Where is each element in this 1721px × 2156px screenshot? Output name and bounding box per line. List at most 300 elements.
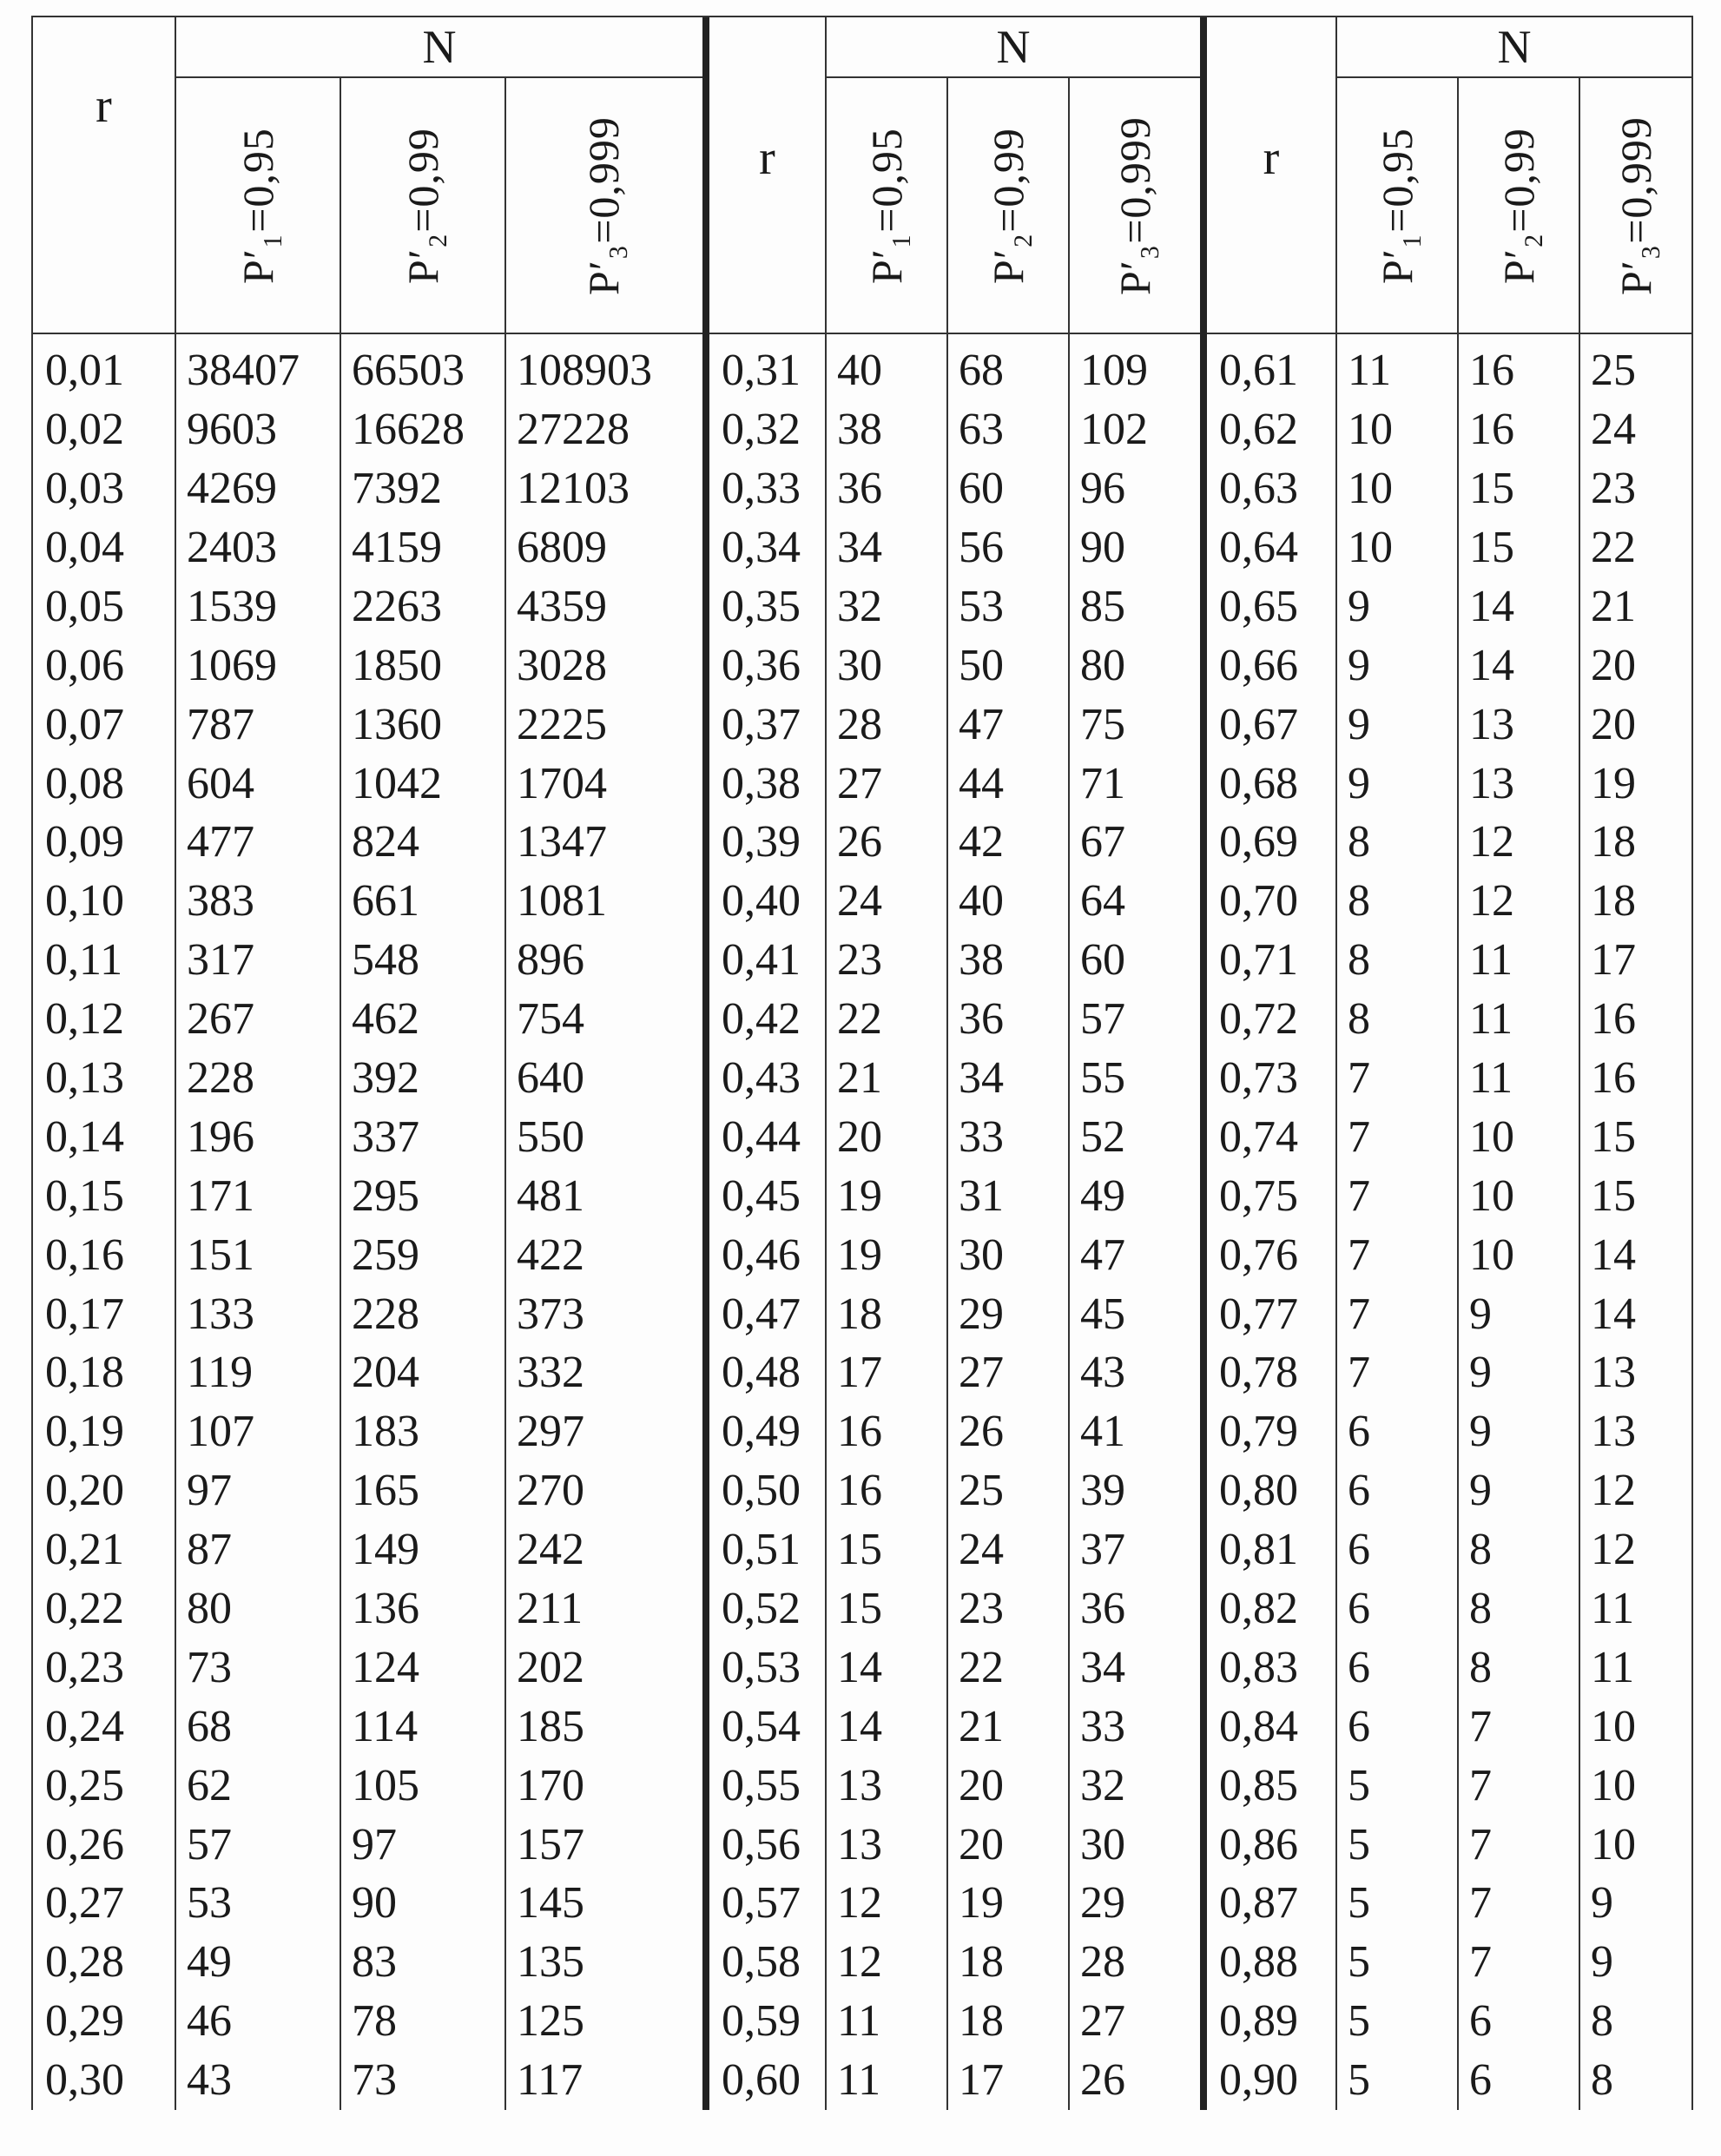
n-value-cell: 32 <box>837 581 882 631</box>
r-value-cell: 0,69 <box>1219 817 1298 867</box>
n-value-cell: 2263 <box>352 581 442 631</box>
n-value-cell: 11 <box>1591 1642 1635 1692</box>
n-value-cell: 16 <box>837 1466 882 1516</box>
p3-column <box>506 334 701 2110</box>
n-value-cell: 60 <box>959 464 1004 514</box>
n-value-cell: 9 <box>1591 1878 1613 1929</box>
n-value-cell: 49 <box>1080 1170 1125 1221</box>
p3-header: P′₃=0,999 <box>1111 115 1159 295</box>
r-value-cell: 0,83 <box>1219 1642 1298 1692</box>
n-value-cell: 32 <box>1080 1760 1125 1810</box>
n-value-cell: 68 <box>959 346 1004 396</box>
r-value-cell: 0,42 <box>722 994 801 1045</box>
r-value-cell: 0,45 <box>722 1170 801 1221</box>
r-column <box>1207 334 1337 2110</box>
n-value-cell: 49 <box>187 1937 232 1988</box>
p3-column <box>1580 334 1691 2110</box>
p2-column <box>948 334 1070 2110</box>
n-value-cell: 26 <box>837 817 882 867</box>
n-header: N <box>1337 17 1691 78</box>
p1-header-cell <box>827 78 948 333</box>
p1-header-cell <box>1337 78 1459 333</box>
n-value-cell: 17 <box>837 1348 882 1398</box>
n-value-cell: 22 <box>1591 522 1636 572</box>
n-value-cell: 19 <box>959 1878 1004 1929</box>
n-header: N <box>827 17 1200 78</box>
n-value-cell: 6 <box>1348 1525 1370 1575</box>
n-value-cell: 183 <box>352 1407 419 1457</box>
n-value-cell: 11 <box>837 2055 881 2106</box>
r-value-cell: 0,12 <box>45 994 124 1045</box>
n-value-cell: 12 <box>837 1937 882 1988</box>
n-value-cell: 7 <box>1469 1760 1492 1810</box>
block-header <box>33 17 702 334</box>
n-value-cell: 20 <box>1591 699 1636 749</box>
block-header <box>709 17 1200 334</box>
r-value-cell: 0,18 <box>45 1348 124 1398</box>
n-value-cell: 550 <box>517 1111 584 1162</box>
n-value-cell: 317 <box>187 935 254 986</box>
p1-header: P′₁=0,95 <box>1373 127 1421 284</box>
r-value-cell: 0,20 <box>45 1466 124 1516</box>
n-value-cell: 7 <box>1469 1701 1492 1751</box>
n-value-cell: 10 <box>1348 405 1393 455</box>
r-value-cell: 0,62 <box>1219 405 1298 455</box>
r-value-cell: 0,37 <box>722 699 801 749</box>
n-value-cell: 105 <box>352 1760 419 1810</box>
n-value-cell: 31 <box>959 1170 1004 1221</box>
n-value-cell: 90 <box>1080 522 1125 572</box>
n-value-cell: 19 <box>837 1230 882 1280</box>
n-value-cell: 18 <box>959 1996 1004 2047</box>
n-value-cell: 71 <box>1080 758 1125 808</box>
r-value-cell: 0,21 <box>45 1525 124 1575</box>
r-value-cell: 0,44 <box>722 1111 801 1162</box>
n-value-cell: 787 <box>187 699 254 749</box>
n-value-cell: 63 <box>959 405 1004 455</box>
n-value-cell: 6 <box>1348 1466 1370 1516</box>
r-value-cell: 0,10 <box>45 876 124 926</box>
r-value-cell: 0,03 <box>45 464 124 514</box>
n-value-cell: 15 <box>1469 464 1514 514</box>
r-value-cell: 0,46 <box>722 1230 801 1280</box>
n-value-cell: 64 <box>1080 876 1125 926</box>
n-value-cell: 43 <box>1080 1348 1125 1398</box>
n-value-cell: 8 <box>1591 2055 1613 2106</box>
r-value-cell: 0,05 <box>45 581 124 631</box>
n-value-cell: 23 <box>1591 464 1636 514</box>
n-value-cell: 97 <box>187 1466 232 1516</box>
r-column <box>709 334 827 2110</box>
r-value-cell: 0,84 <box>1219 1701 1298 1751</box>
n-value-cell: 27 <box>837 758 882 808</box>
n-value-cell: 75 <box>1080 699 1125 749</box>
n-value-cell: 14 <box>837 1701 882 1751</box>
n-value-cell: 1850 <box>352 640 442 690</box>
n-value-cell: 73 <box>352 2055 397 2106</box>
n-value-cell: 34 <box>959 1052 1004 1103</box>
p1-header-cell <box>176 78 341 333</box>
r-value-cell: 0,90 <box>1219 2055 1298 2106</box>
n-value-cell: 5 <box>1348 1760 1370 1810</box>
r-value-cell: 0,80 <box>1219 1466 1298 1516</box>
p2-header: P′₂=0,99 <box>399 127 447 284</box>
r-value-cell: 0,71 <box>1219 935 1298 986</box>
n-value-cell: 44 <box>959 758 1004 808</box>
r-value-cell: 0,41 <box>722 935 801 986</box>
p3-header-cell <box>1070 78 1200 333</box>
n-value-cell: 640 <box>517 1052 584 1103</box>
n-value-cell: 9 <box>1469 1466 1492 1516</box>
n-value-cell: 10 <box>1348 464 1393 514</box>
r-value-cell: 0,50 <box>722 1466 801 1516</box>
p3-column <box>1070 334 1200 2110</box>
n-value-cell: 7 <box>1348 1289 1370 1339</box>
n-value-cell: 10 <box>1348 522 1393 572</box>
n-value-cell: 125 <box>517 1996 584 2047</box>
n-value-cell: 228 <box>352 1289 419 1339</box>
n-value-cell: 5 <box>1348 1937 1370 1988</box>
n-value-cell: 8 <box>1348 935 1370 986</box>
sample-size-table <box>31 16 1693 2110</box>
n-value-cell: 24 <box>959 1525 1004 1575</box>
r-value-cell: 0,25 <box>45 1760 124 1810</box>
n-value-cell: 67 <box>1080 817 1125 867</box>
r-value-cell: 0,79 <box>1219 1407 1298 1457</box>
r-value-cell: 0,76 <box>1219 1230 1298 1280</box>
n-value-cell: 41 <box>1080 1407 1125 1457</box>
n-value-cell: 165 <box>352 1466 419 1516</box>
n-value-cell: 38 <box>959 935 1004 986</box>
r-value-cell: 0,08 <box>45 758 124 808</box>
r-value-cell: 0,17 <box>45 1289 124 1339</box>
n-value-cell: 21 <box>1591 581 1636 631</box>
n-value-cell: 12 <box>1469 817 1514 867</box>
r-value-cell: 0,68 <box>1219 758 1298 808</box>
n-value-cell: 8 <box>1348 817 1370 867</box>
n-value-cell: 151 <box>187 1230 254 1280</box>
r-value-cell: 0,19 <box>45 1407 124 1457</box>
n-value-cell: 33 <box>959 1111 1004 1162</box>
n-value-cell: 7 <box>1348 1052 1370 1103</box>
n-value-cell: 8 <box>1469 1642 1492 1692</box>
n-value-cell: 18 <box>1591 817 1636 867</box>
n-value-cell: 14 <box>1469 640 1514 690</box>
n-value-cell: 107 <box>187 1407 254 1457</box>
r-value-cell: 0,54 <box>722 1701 801 1751</box>
n-value-cell: 9 <box>1348 758 1370 808</box>
r-value-cell: 0,73 <box>1219 1052 1298 1103</box>
n-value-cell: 14 <box>1469 581 1514 631</box>
n-value-cell: 392 <box>352 1052 419 1103</box>
n-value-cell: 15 <box>1469 522 1514 572</box>
r-value-cell: 0,39 <box>722 817 801 867</box>
n-value-cell: 34 <box>1080 1642 1125 1692</box>
r-value-cell: 0,06 <box>45 640 124 690</box>
r-value-cell: 0,02 <box>45 405 124 455</box>
n-value-cell: 29 <box>1080 1878 1125 1929</box>
n-value-cell: 16 <box>1591 994 1636 1045</box>
probability-headers <box>827 78 1200 333</box>
n-value-cell: 87 <box>187 1525 232 1575</box>
n-value-cell: 57 <box>1080 994 1125 1045</box>
n-value-cell: 1069 <box>187 640 277 690</box>
r-value-cell: 0,86 <box>1219 1819 1298 1869</box>
r-value-cell: 0,11 <box>45 935 123 986</box>
n-value-cell: 57 <box>187 1819 232 1869</box>
r-value-cell: 0,29 <box>45 1996 124 2047</box>
n-value-cell: 78 <box>352 1996 397 2047</box>
n-value-cell: 85 <box>1080 581 1125 631</box>
r-value-cell: 0,51 <box>722 1525 801 1575</box>
n-value-cell: 1081 <box>517 876 607 926</box>
n-value-cell: 9 <box>1469 1348 1492 1398</box>
block-body <box>33 334 702 2110</box>
n-value-cell: 2225 <box>517 699 607 749</box>
n-value-cell: 38 <box>837 405 882 455</box>
n-value-cell: 373 <box>517 1289 584 1339</box>
n-value-cell: 754 <box>517 994 584 1045</box>
n-value-cell: 16 <box>837 1407 882 1457</box>
r-value-cell: 0,13 <box>45 1052 124 1103</box>
n-value-cell: 1042 <box>352 758 442 808</box>
n-value-cell: 11 <box>1591 1583 1635 1633</box>
p1-column <box>827 334 948 2110</box>
n-value-cell: 13 <box>1591 1407 1636 1457</box>
n-value-cell: 13 <box>837 1760 882 1810</box>
n-value-cell: 14 <box>1591 1230 1636 1280</box>
n-value-cell: 896 <box>517 935 584 986</box>
n-value-cell: 19 <box>837 1170 882 1221</box>
n-value-cell: 7 <box>1469 1937 1492 1988</box>
n-value-cell: 270 <box>517 1466 584 1516</box>
n-value-cell: 4359 <box>517 581 607 631</box>
r-value-cell: 0,07 <box>45 699 124 749</box>
n-value-cell: 16628 <box>352 405 465 455</box>
r-value-cell: 0,82 <box>1219 1583 1298 1633</box>
n-value-cell: 202 <box>517 1642 584 1692</box>
n-value-cell: 10 <box>1591 1760 1636 1810</box>
n-value-cell: 23 <box>959 1583 1004 1633</box>
r-value-cell: 0,32 <box>722 405 801 455</box>
n-value-cell: 7 <box>1469 1878 1492 1929</box>
n-value-cell: 27 <box>1080 1996 1125 2047</box>
n-value-cell: 8 <box>1591 1996 1613 2047</box>
n-value-cell: 1360 <box>352 699 442 749</box>
n-value-cell: 36 <box>959 994 1004 1045</box>
n-value-cell: 2403 <box>187 522 277 572</box>
n-value-cell: 383 <box>187 876 254 926</box>
n-value-cell: 45 <box>1080 1289 1125 1339</box>
n-value-cell: 7 <box>1348 1170 1370 1221</box>
n-value-cell: 185 <box>517 1701 584 1751</box>
n-value-cell: 9603 <box>187 405 277 455</box>
p2-header-cell <box>1459 78 1580 333</box>
n-value-cell: 52 <box>1080 1111 1125 1162</box>
r-value-cell: 0,43 <box>722 1052 801 1103</box>
r-value-cell: 0,52 <box>722 1583 801 1633</box>
n-value-cell: 55 <box>1080 1052 1125 1103</box>
n-value-cell: 30 <box>959 1230 1004 1280</box>
r-value-cell: 0,75 <box>1219 1170 1298 1221</box>
n-value-cell: 80 <box>187 1583 232 1633</box>
n-value-cell: 25 <box>959 1466 1004 1516</box>
n-value-cell: 21 <box>959 1701 1004 1751</box>
n-value-cell: 18 <box>959 1937 1004 1988</box>
table-block-2 <box>702 17 1200 2110</box>
probability-headers <box>176 78 702 333</box>
n-header-group <box>827 17 1200 333</box>
n-value-cell: 242 <box>517 1525 584 1575</box>
n-value-cell: 481 <box>517 1170 584 1221</box>
n-value-cell: 96 <box>1080 464 1125 514</box>
n-value-cell: 9 <box>1348 699 1370 749</box>
n-value-cell: 196 <box>187 1111 254 1162</box>
n-value-cell: 149 <box>352 1525 419 1575</box>
n-value-cell: 259 <box>352 1230 419 1280</box>
n-value-cell: 11 <box>1469 935 1513 986</box>
n-value-cell: 27228 <box>517 405 630 455</box>
r-value-cell: 0,88 <box>1219 1937 1298 1988</box>
n-value-cell: 14 <box>837 1642 882 1692</box>
r-value-cell: 0,66 <box>1219 640 1298 690</box>
r-value-cell: 0,78 <box>1219 1348 1298 1398</box>
r-value-cell: 0,53 <box>722 1642 801 1692</box>
table-block-3 <box>1200 17 1693 2110</box>
n-value-cell: 136 <box>352 1583 419 1633</box>
r-value-cell: 0,56 <box>722 1819 801 1869</box>
n-value-cell: 68 <box>187 1701 232 1751</box>
r-value-cell: 0,33 <box>722 464 801 514</box>
r-value-cell: 0,81 <box>1219 1525 1298 1575</box>
n-value-cell: 10 <box>1469 1230 1514 1280</box>
n-value-cell: 21 <box>837 1052 882 1103</box>
n-value-cell: 9 <box>1469 1289 1492 1339</box>
p2-header: P′₂=0,99 <box>984 127 1032 284</box>
r-value-cell: 0,04 <box>45 522 124 572</box>
r-value-cell: 0,27 <box>45 1878 124 1929</box>
r-value-cell: 0,72 <box>1219 994 1298 1045</box>
p3-header: P′₃=0,999 <box>1612 115 1660 295</box>
n-value-cell: 228 <box>187 1052 254 1103</box>
n-value-cell: 119 <box>187 1348 254 1398</box>
n-value-cell: 9 <box>1348 581 1370 631</box>
n-value-cell: 6 <box>1348 1583 1370 1633</box>
r-value-cell: 0,09 <box>45 817 124 867</box>
n-value-cell: 12103 <box>517 464 630 514</box>
n-value-cell: 11 <box>837 1996 881 2047</box>
n-value-cell: 15 <box>1591 1111 1636 1162</box>
n-value-cell: 53 <box>959 581 1004 631</box>
n-value-cell: 604 <box>187 758 254 808</box>
n-value-cell: 20 <box>1591 640 1636 690</box>
n-value-cell: 170 <box>517 1760 584 1810</box>
n-value-cell: 30 <box>1080 1819 1125 1869</box>
n-value-cell: 46 <box>187 1996 232 2047</box>
p2-column <box>341 334 506 2110</box>
n-value-cell: 47 <box>959 699 1004 749</box>
n-value-cell: 12 <box>1469 876 1514 926</box>
n-value-cell: 8 <box>1348 876 1370 926</box>
n-value-cell: 295 <box>352 1170 419 1221</box>
n-value-cell: 26 <box>1080 2055 1125 2106</box>
r-value-cell: 0,60 <box>722 2055 801 2106</box>
n-value-cell: 39 <box>1080 1466 1125 1516</box>
r-value-cell: 0,47 <box>722 1289 801 1339</box>
n-value-cell: 108903 <box>517 346 652 396</box>
n-value-cell: 11 <box>1469 1052 1513 1103</box>
n-value-cell: 26 <box>959 1407 1004 1457</box>
r-value-cell: 0,87 <box>1219 1878 1298 1929</box>
n-value-cell: 20 <box>959 1760 1004 1810</box>
n-value-cell: 18 <box>837 1289 882 1339</box>
n-value-cell: 824 <box>352 817 419 867</box>
r-value-cell: 0,26 <box>45 1819 124 1869</box>
n-value-cell: 13 <box>1469 758 1514 808</box>
r-value-cell: 0,77 <box>1219 1289 1298 1339</box>
n-value-cell: 6 <box>1348 1407 1370 1457</box>
n-value-cell: 10 <box>1469 1170 1514 1221</box>
n-value-cell: 7 <box>1348 1230 1370 1280</box>
n-value-cell: 5 <box>1348 2055 1370 2106</box>
n-value-cell: 12 <box>1591 1525 1636 1575</box>
probability-headers <box>1337 78 1691 333</box>
n-value-cell: 25 <box>1591 346 1636 396</box>
r-value-cell: 0,85 <box>1219 1760 1298 1810</box>
n-value-cell: 80 <box>1080 640 1125 690</box>
n-value-cell: 14 <box>1591 1289 1636 1339</box>
r-value-cell: 0,61 <box>1219 346 1298 396</box>
n-value-cell: 7392 <box>352 464 442 514</box>
r-value-cell: 0,38 <box>722 758 801 808</box>
r-header: r <box>709 17 827 333</box>
n-value-cell: 477 <box>187 817 254 867</box>
r-value-cell: 0,15 <box>45 1170 124 1221</box>
r-value-cell: 0,74 <box>1219 1111 1298 1162</box>
n-value-cell: 12 <box>1591 1466 1636 1516</box>
p3-header-cell <box>1580 78 1691 333</box>
n-value-cell: 40 <box>837 346 882 396</box>
n-value-cell: 9 <box>1469 1407 1492 1457</box>
n-value-cell: 1539 <box>187 581 277 631</box>
n-value-cell: 6 <box>1348 1701 1370 1751</box>
block-body <box>709 334 1200 2110</box>
r-value-cell: 0,01 <box>45 346 124 396</box>
n-value-cell: 22 <box>837 994 882 1045</box>
n-value-cell: 4159 <box>352 522 442 572</box>
n-value-cell: 1704 <box>517 758 607 808</box>
n-value-cell: 50 <box>959 640 1004 690</box>
n-value-cell: 28 <box>837 699 882 749</box>
n-value-cell: 548 <box>352 935 419 986</box>
n-value-cell: 15 <box>1591 1170 1636 1221</box>
r-value-cell: 0,48 <box>722 1348 801 1398</box>
r-value-cell: 0,40 <box>722 876 801 926</box>
n-value-cell: 10 <box>1469 1111 1514 1162</box>
n-value-cell: 62 <box>187 1760 232 1810</box>
r-value-cell: 0,58 <box>722 1937 801 1988</box>
n-value-cell: 4269 <box>187 464 277 514</box>
p3-header: P′₃=0,999 <box>579 115 628 295</box>
n-header: N <box>176 17 702 78</box>
r-value-cell: 0,63 <box>1219 464 1298 514</box>
n-value-cell: 3028 <box>517 640 607 690</box>
n-value-cell: 11 <box>1348 346 1392 396</box>
p1-column <box>176 334 341 2110</box>
r-value-cell: 0,65 <box>1219 581 1298 631</box>
n-value-cell: 42 <box>959 817 1004 867</box>
n-value-cell: 47 <box>1080 1230 1125 1280</box>
